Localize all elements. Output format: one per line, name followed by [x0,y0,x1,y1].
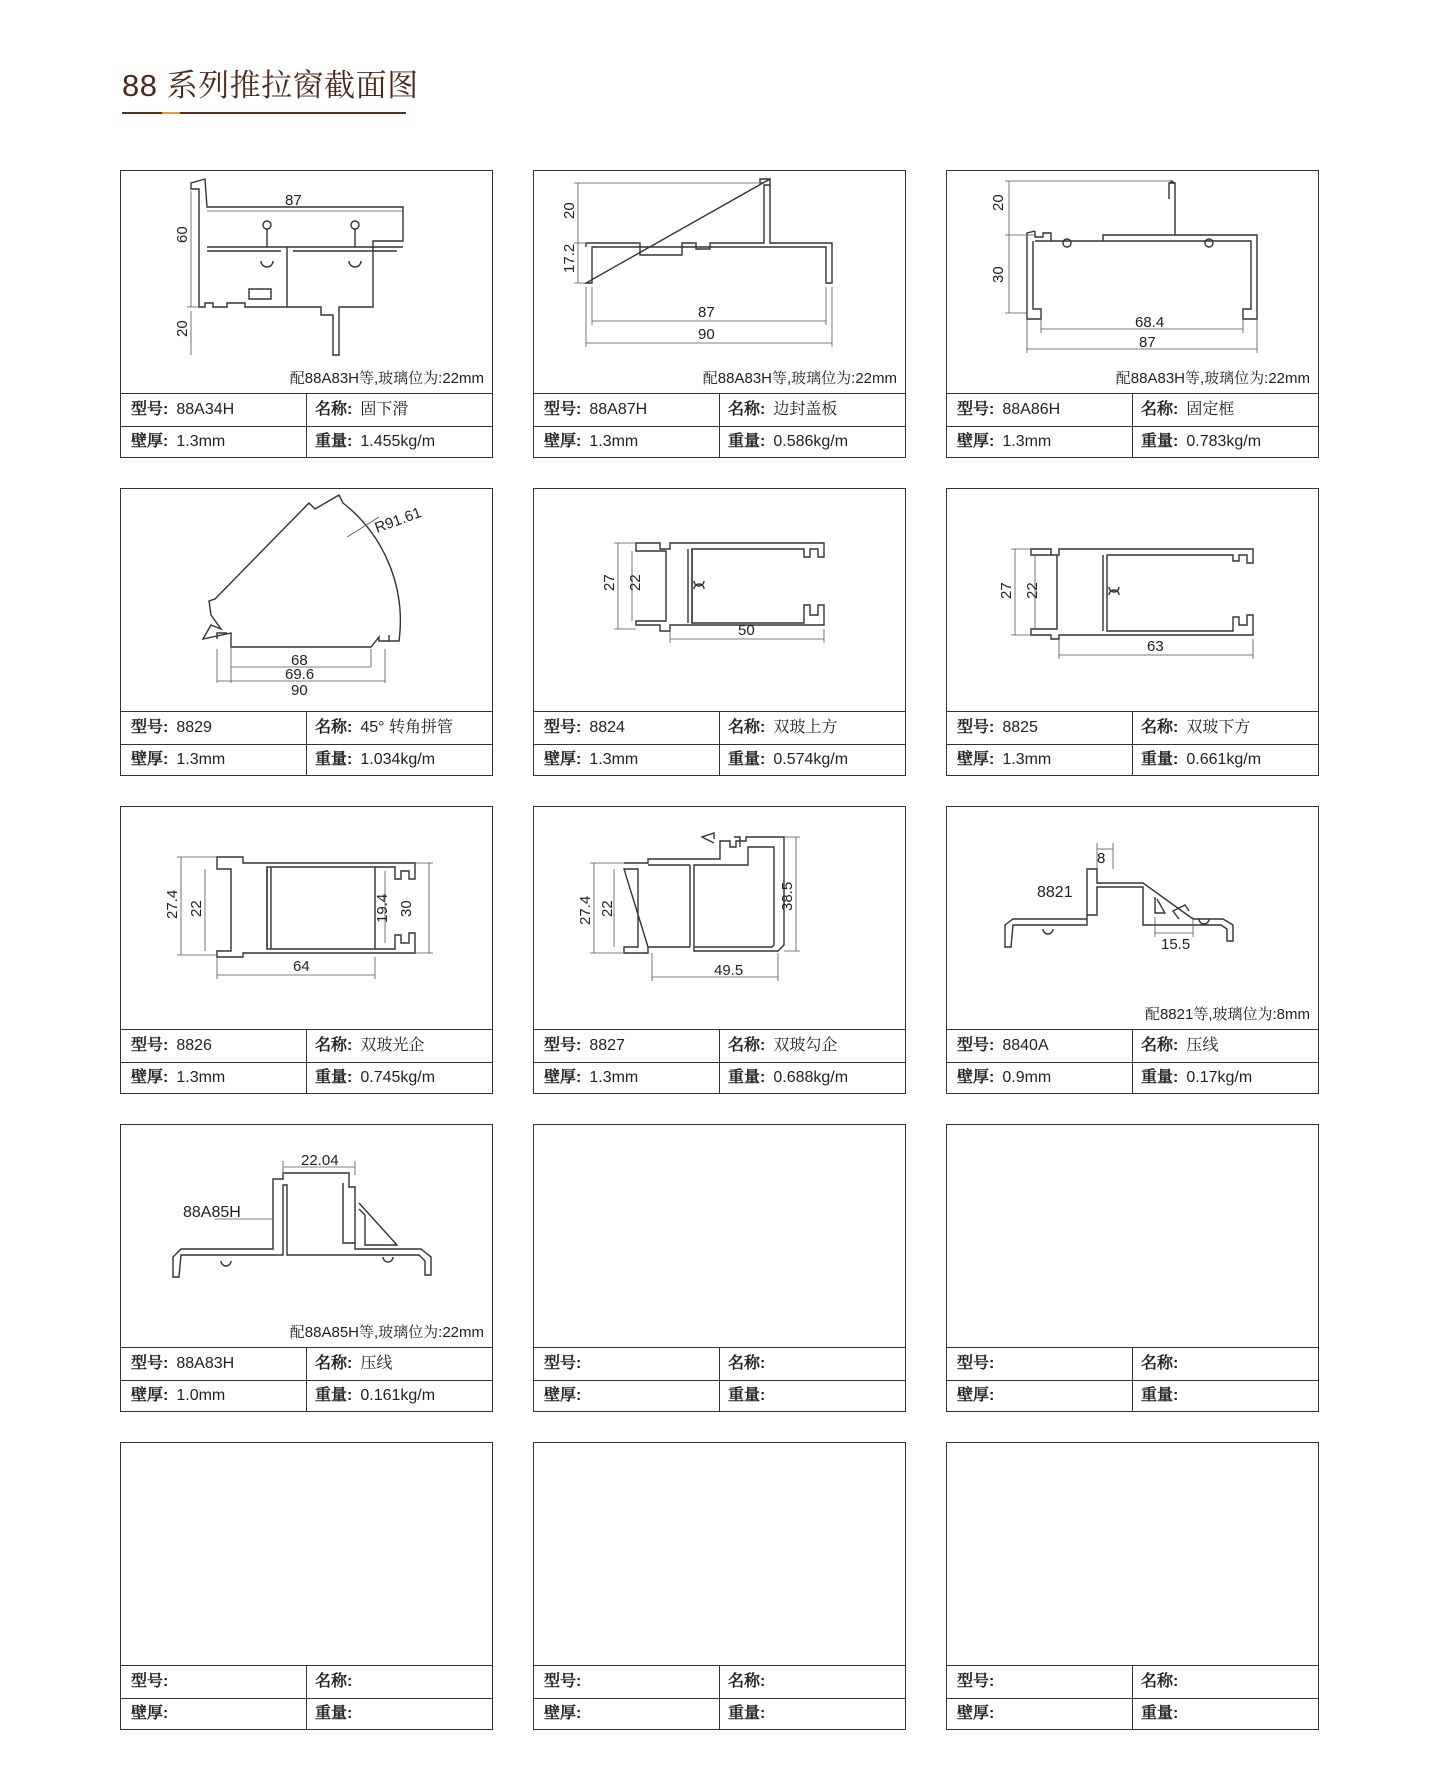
name-label: 名称: [728,401,766,418]
name-value: 双玻光企 [360,1037,425,1054]
thickness-value: 1.3mm [176,1069,226,1086]
profile-drawing [534,489,905,711]
model-label: 型号: [544,1355,582,1372]
weight-label: 重量: [1141,1387,1179,1404]
weight-label: 重量: [728,751,766,768]
dim-label: 64 [293,958,310,975]
profile-drawing [947,489,1318,711]
name-label: 名称: [1141,401,1179,418]
weight-value: 0.574kg/m [773,751,849,768]
model-label: 型号: [544,401,582,418]
weight-label: 重量: [728,1705,766,1722]
profile-card [533,170,906,458]
page-header [122,70,419,101]
dim-label: 22 [627,574,644,591]
name-label: 名称: [1141,1355,1179,1372]
thickness-value: 1.3mm [1002,433,1052,450]
spec-table [534,1029,905,1094]
model-value: 88A34H [176,401,235,418]
dim-label: 20 [561,202,578,219]
name-value: 45° 转角拼管 [360,719,453,736]
dim-label: 90 [291,682,308,699]
model-value: 88A83H [176,1355,235,1372]
thickness-label: 壁厚: [957,433,995,450]
model-label: 型号: [131,1673,169,1690]
dim-label: 27 [601,574,618,591]
model-label: 型号: [957,719,995,736]
spec-table [534,1347,905,1412]
model-value: 88A86H [1002,401,1061,418]
weight-label: 重量: [315,1705,353,1722]
model-label: 型号: [131,1037,169,1054]
model-label: 型号: [131,1355,169,1372]
thickness-label: 壁厚: [957,1387,995,1404]
weight-value: 1.034kg/m [360,751,436,768]
weight-value: 0.17kg/m [1186,1069,1253,1086]
empty-card [120,1442,493,1730]
thickness-label: 壁厚: [131,1387,169,1404]
thickness-value: 1.3mm [589,433,639,450]
spec-table [947,711,1318,776]
table-divider [306,1666,307,1730]
model-value: 88A87H [589,401,648,418]
table-divider [1132,394,1133,458]
weight-label: 重量: [315,1387,353,1404]
name-value: 双玻上方 [773,719,838,736]
profile-drawing [121,1443,492,1665]
profile-drawing [534,171,905,393]
profile-drawing [947,807,1318,1029]
table-divider [1132,1666,1133,1730]
table-divider [1132,1348,1133,1412]
name-label: 名称: [1141,719,1179,736]
dim-label: 22 [1024,582,1041,599]
model-value: 8829 [176,719,212,736]
dim-label: 69.6 [285,666,315,683]
profile-drawing [534,1443,905,1665]
model-label: 型号: [544,1037,582,1054]
dim-label: 27 [998,582,1015,599]
thickness-label: 壁厚: [957,1069,995,1086]
compat-note: 配8821等,玻璃位为:8mm [1144,1006,1310,1023]
weight-label: 重量: [315,1069,353,1086]
weight-value: 0.688kg/m [773,1069,849,1086]
dim-label: 87 [698,304,715,321]
spec-table [121,1029,492,1094]
dim-label: 20 [174,320,191,337]
model-label: 型号: [957,1355,995,1372]
weight-value: 0.161kg/m [360,1387,436,1404]
dim-label: 30 [990,266,1007,283]
weight-label: 重量: [728,433,766,450]
dim-label: 88A85H [183,1204,241,1221]
profile-card [533,806,906,1094]
name-label: 名称: [728,1673,766,1690]
dim-label: 17.2 [561,243,578,273]
empty-card [533,1442,906,1730]
empty-card [533,1124,906,1412]
table-divider [719,712,720,776]
dim-label: 20 [990,194,1007,211]
dim-label: 8821 [1037,884,1073,901]
model-label: 型号: [131,719,169,736]
spec-table [121,393,492,458]
thickness-label: 壁厚: [544,1705,582,1722]
spec-table [534,711,905,776]
dim-label: 87 [285,192,302,209]
table-divider [719,1666,720,1730]
profile-card [120,806,493,1094]
dim-label: 30 [398,900,415,917]
profile-drawing [947,1443,1318,1665]
dim-label: 27.4 [577,895,594,925]
weight-label: 重量: [315,433,353,450]
model-value: 8824 [589,719,625,736]
table-divider [306,1348,307,1412]
spec-table [534,1665,905,1730]
profile-card [946,170,1319,458]
profile-drawing [121,1125,492,1347]
thickness-label: 壁厚: [131,751,169,768]
table-divider [306,712,307,776]
name-label: 名称: [315,401,353,418]
table-divider [306,1030,307,1094]
compat-note: 配88A83H等,玻璃位为:22mm [702,370,897,387]
compat-note: 配88A83H等,玻璃位为:22mm [1115,370,1310,387]
table-divider [1132,1030,1133,1094]
spec-table [947,1029,1318,1094]
thickness-label: 壁厚: [544,433,582,450]
compat-note: 配88A83H等,玻璃位为:22mm [289,370,484,387]
thickness-value: 0.9mm [1002,1069,1052,1086]
model-value: 8826 [176,1037,212,1054]
thickness-label: 壁厚: [544,1387,582,1404]
name-label: 名称: [728,1037,766,1054]
table-divider [719,1348,720,1412]
model-value: 8827 [589,1037,625,1054]
name-label: 名称: [315,719,353,736]
table-divider [306,394,307,458]
dim-label: 38.5 [779,881,796,911]
thickness-value: 1.3mm [176,433,226,450]
name-value: 边封盖板 [773,401,838,418]
name-label: 名称: [315,1355,353,1372]
spec-table [121,711,492,776]
table-divider [719,1030,720,1094]
dim-label: 87 [1139,334,1156,351]
name-value: 压线 [1186,1037,1219,1054]
thickness-label: 壁厚: [544,1069,582,1086]
weight-value: 0.661kg/m [1186,751,1262,768]
weight-label: 重量: [1141,1705,1179,1722]
weight-label: 重量: [315,751,353,768]
spec-table [121,1347,492,1412]
profile-drawing [947,1125,1318,1347]
thickness-value: 1.3mm [1002,751,1052,768]
thickness-label: 壁厚: [131,1705,169,1722]
profile-drawing [534,1125,905,1347]
dim-label: 22 [599,900,616,917]
model-label: 型号: [957,401,995,418]
profile-drawing [121,489,492,711]
compat-note: 配88A85H等,玻璃位为:22mm [289,1324,484,1341]
name-label: 名称: [1141,1673,1179,1690]
table-divider [1132,712,1133,776]
dim-label: 22 [188,900,205,917]
dim-label: 19.4 [374,893,391,923]
weight-value: 1.455kg/m [360,433,436,450]
thickness-label: 壁厚: [957,1705,995,1722]
thickness-value: 1.3mm [589,1069,639,1086]
spec-table [534,393,905,458]
name-value: 固下滑 [360,401,409,418]
weight-label: 重量: [1141,1069,1179,1086]
thickness-label: 壁厚: [131,1069,169,1086]
dim-label: 68 [291,652,308,669]
name-value: 双玻下方 [1186,719,1251,736]
dim-label: 60 [174,226,191,243]
model-label: 型号: [544,719,582,736]
model-label: 型号: [131,401,169,418]
name-label: 名称: [315,1037,353,1054]
empty-card [946,1442,1319,1730]
dim-label: 63 [1147,638,1164,655]
dim-label: 22.04 [301,1152,339,1169]
profile-card [120,170,493,458]
thickness-value: 1.0mm [176,1387,226,1404]
model-label: 型号: [957,1673,995,1690]
spec-table [121,1665,492,1730]
name-label: 名称: [1141,1037,1179,1054]
dim-label: R91.61 [372,504,424,537]
weight-value: 0.745kg/m [360,1069,436,1086]
name-value: 压线 [360,1355,393,1372]
profile-card [120,1124,493,1412]
dim-label: 27.4 [164,889,181,919]
name-label: 名称: [728,719,766,736]
profile-drawing [947,171,1318,393]
thickness-value: 1.3mm [589,751,639,768]
profile-drawing [121,807,492,1029]
profile-card [120,488,493,776]
thickness-label: 壁厚: [131,433,169,450]
name-value: 双玻勾企 [773,1037,838,1054]
weight-value: 0.783kg/m [1186,433,1262,450]
name-value: 固定框 [1186,401,1235,418]
dim-label: 68.4 [1135,314,1165,331]
dim-label: 49.5 [714,962,744,979]
weight-label: 重量: [1141,751,1179,768]
model-label: 型号: [957,1037,995,1054]
empty-card [946,1124,1319,1412]
profile-card [533,488,906,776]
page-title: 88 系列推拉窗截面图 [122,68,419,103]
spec-table [947,1665,1318,1730]
weight-value: 0.586kg/m [773,433,849,450]
profile-card [946,488,1319,776]
name-label: 名称: [315,1673,353,1690]
weight-label: 重量: [1141,433,1179,450]
thickness-value: 1.3mm [176,751,226,768]
table-divider [719,394,720,458]
dim-label: 50 [738,622,755,639]
model-label: 型号: [544,1673,582,1690]
dim-label: 8 [1097,850,1106,867]
title-accent [162,112,180,114]
spec-table [947,393,1318,458]
profile-drawing [534,807,905,1029]
model-value: 8825 [1002,719,1038,736]
thickness-label: 壁厚: [957,751,995,768]
dim-label: 90 [698,326,715,343]
model-value: 8840A [1002,1037,1049,1054]
spec-table [947,1347,1318,1412]
name-label: 名称: [728,1355,766,1372]
profile-card [946,806,1319,1094]
weight-label: 重量: [728,1387,766,1404]
weight-label: 重量: [728,1069,766,1086]
profile-drawing [121,171,492,393]
thickness-label: 壁厚: [544,751,582,768]
dim-label: 15.5 [1161,936,1191,953]
